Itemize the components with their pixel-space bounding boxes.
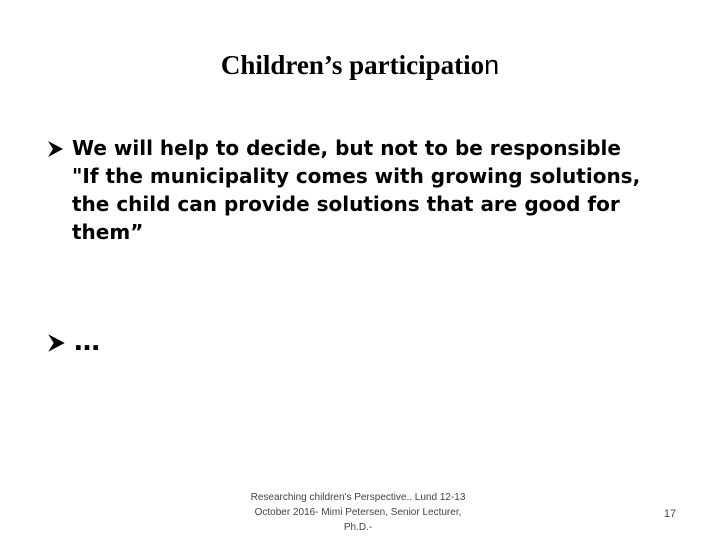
bullet-1-line-2: "If the municipality comes with growing solutions, <box>72 164 641 188</box>
slide-title <box>0 50 720 81</box>
footer-line-1: Researching children's Perspective.. Lund 12-13 <box>250 492 466 503</box>
bullet-item-2 <box>46 326 686 358</box>
bullet-1-line-3: the child can provide solutions that are good for <box>72 192 620 216</box>
arrow-bullet-icon <box>46 139 66 159</box>
bullet-1-line-1: We will help to decide, but not to be responsible <box>72 136 621 160</box>
page-number: 17 <box>663 508 677 520</box>
footer-line-2: October 2016- Mimi Petersen, Senior Lecturer, <box>254 507 462 518</box>
footer <box>236 490 480 535</box>
bullet-1-line-4: them” <box>72 220 144 244</box>
title-tail: n <box>484 50 500 80</box>
footer-line-3: Ph.D.- <box>343 522 373 533</box>
bullet-item-1 <box>46 134 686 246</box>
arrow-bullet-icon <box>46 332 68 354</box>
title-main: Children’s participatio <box>220 50 485 80</box>
bullet-2-line-1: … <box>74 327 102 357</box>
